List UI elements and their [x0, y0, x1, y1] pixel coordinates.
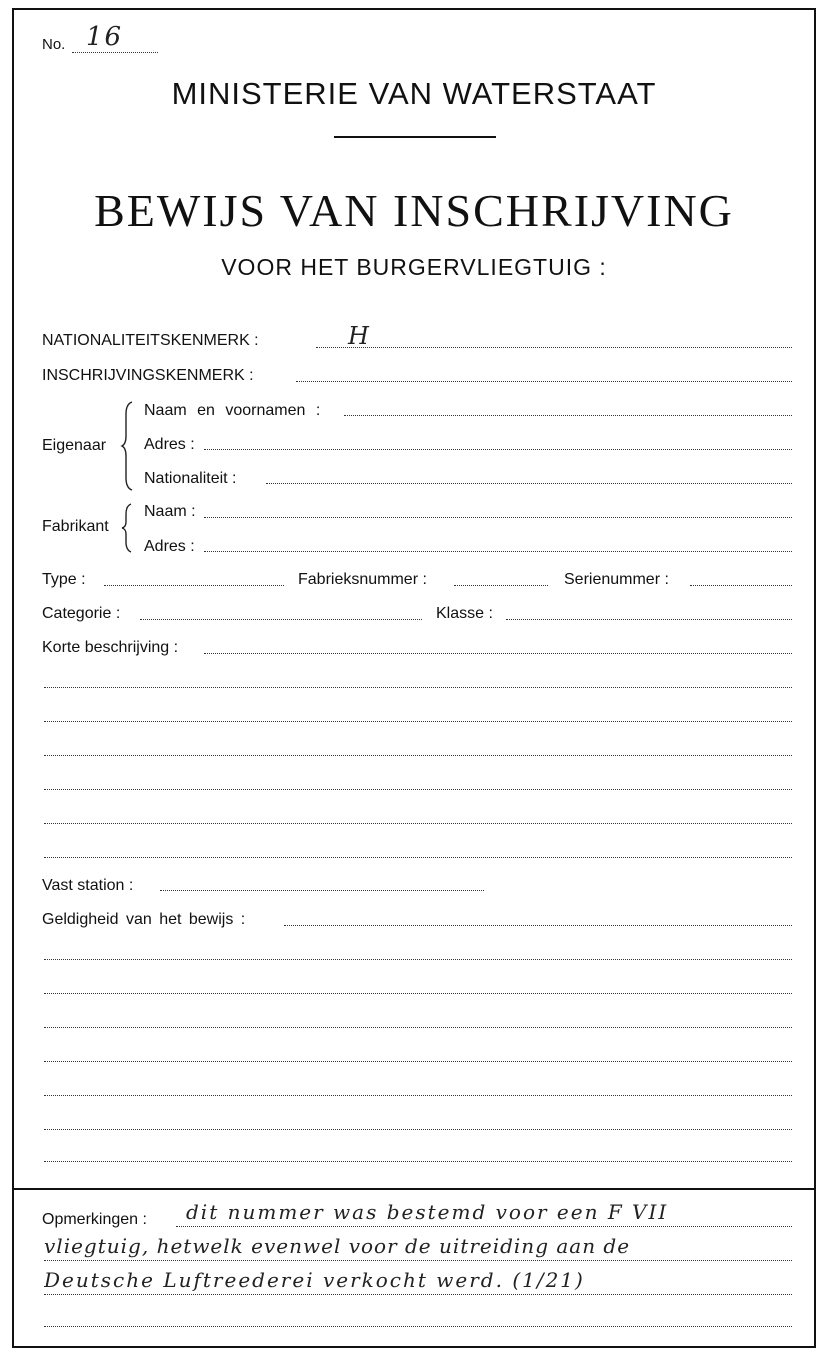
eigenaar-label: Eigenaar	[42, 437, 107, 454]
opmerkingen-line-1[interactable]	[176, 1226, 792, 1227]
opmerkingen-line-2[interactable]	[44, 1260, 792, 1261]
fabrikant-naam-label: Naam :	[144, 503, 196, 520]
inschrijvingskenmerk-line[interactable]	[296, 381, 792, 382]
geldigheid-line-5[interactable]	[44, 1095, 792, 1096]
inschrijvingskenmerk-label: INSCHRIJVINGSKENMERK :	[42, 367, 254, 384]
nationaliteitskenmerk-line[interactable]	[316, 347, 792, 348]
opmerkingen-line-4[interactable]	[44, 1326, 792, 1327]
eigenaar-adres-label: Adres :	[144, 436, 195, 453]
vast-station-line[interactable]	[160, 890, 484, 891]
document-subtitle: VOOR HET BURGERVLIEGTUIG :	[221, 254, 607, 280]
opmerkingen-label: Opmerkingen :	[42, 1211, 147, 1228]
opmerkingen-line-3[interactable]	[44, 1294, 792, 1295]
document-title: BEWIJS VAN INSCHRIJVING	[94, 185, 734, 236]
type-label: Type :	[42, 571, 86, 588]
type-line[interactable]	[104, 585, 284, 586]
number-line	[72, 52, 158, 53]
serienummer-label: Serienummer :	[564, 571, 669, 588]
opmerkingen-line1-text: dit nummer was bestemd voor een F VII	[186, 1200, 669, 1224]
geldigheid-line-0[interactable]	[284, 925, 792, 926]
nationaliteitskenmerk-label: NATIONALITEITSKENMERK :	[42, 332, 259, 349]
geldigheid-line-6[interactable]	[44, 1129, 792, 1130]
fabrikant-label: Fabrikant	[42, 518, 109, 535]
korte-beschrijving-label: Korte beschrijving :	[42, 639, 179, 656]
eigenaar-brace	[120, 400, 138, 492]
eigenaar-nationaliteit-label: Nationaliteit :	[144, 470, 237, 487]
eigenaar-nationaliteit-line[interactable]	[266, 483, 792, 484]
header-rule	[334, 136, 496, 138]
eigenaar-naam-line[interactable]	[344, 415, 792, 416]
serienummer-line[interactable]	[690, 585, 792, 586]
fabrikant-adres-label: Adres :	[144, 538, 195, 555]
korte-beschrijving-line-1[interactable]	[44, 687, 792, 688]
korte-beschrijving-line-2[interactable]	[44, 721, 792, 722]
klasse-label: Klasse :	[436, 605, 493, 622]
korte-beschrijving-line-6[interactable]	[44, 857, 792, 858]
number-value: 16	[86, 22, 124, 52]
fabrikant-naam-line[interactable]	[204, 517, 792, 518]
korte-beschrijving-line-3[interactable]	[44, 755, 792, 756]
opmerkingen-line2-text: vliegtuig, hetwelk evenwel voor de uitreiding aan de	[44, 1234, 631, 1258]
korte-beschrijving-line-4[interactable]	[44, 789, 792, 790]
remarks-separator	[12, 1188, 816, 1190]
klasse-line[interactable]	[506, 619, 792, 620]
fabrieksnummer-label: Fabrieksnummer :	[298, 571, 427, 588]
vast-station-label: Vast station :	[42, 877, 134, 894]
geldigheid-line-3[interactable]	[44, 1027, 792, 1028]
fabrikant-brace	[120, 502, 136, 554]
fabrikant-adres-line[interactable]	[204, 551, 792, 552]
eigenaar-naam-label: Naam en voornamen :	[144, 402, 321, 419]
fabrieksnummer-line[interactable]	[454, 585, 548, 586]
eigenaar-adres-line[interactable]	[204, 449, 792, 450]
nationaliteitskenmerk-value: H	[348, 322, 371, 350]
ministry-heading: MINISTERIE VAN WATERSTAAT	[171, 76, 657, 111]
opmerkingen-line3-text: Deutsche Luftreederei verkocht werd. (1/21)	[44, 1268, 585, 1292]
geldigheid-line-1[interactable]	[44, 959, 792, 960]
geldigheid-label: Geldigheid van het bewijs :	[42, 911, 246, 928]
geldigheid-line-7[interactable]	[44, 1161, 792, 1162]
number-label: No.	[42, 36, 66, 53]
categorie-label: Categorie :	[42, 605, 121, 622]
korte-beschrijving-line-5[interactable]	[44, 823, 792, 824]
korte-beschrijving-line-0[interactable]	[204, 653, 792, 654]
geldigheid-line-4[interactable]	[44, 1061, 792, 1062]
categorie-line[interactable]	[140, 619, 422, 620]
geldigheid-line-2[interactable]	[44, 993, 792, 994]
